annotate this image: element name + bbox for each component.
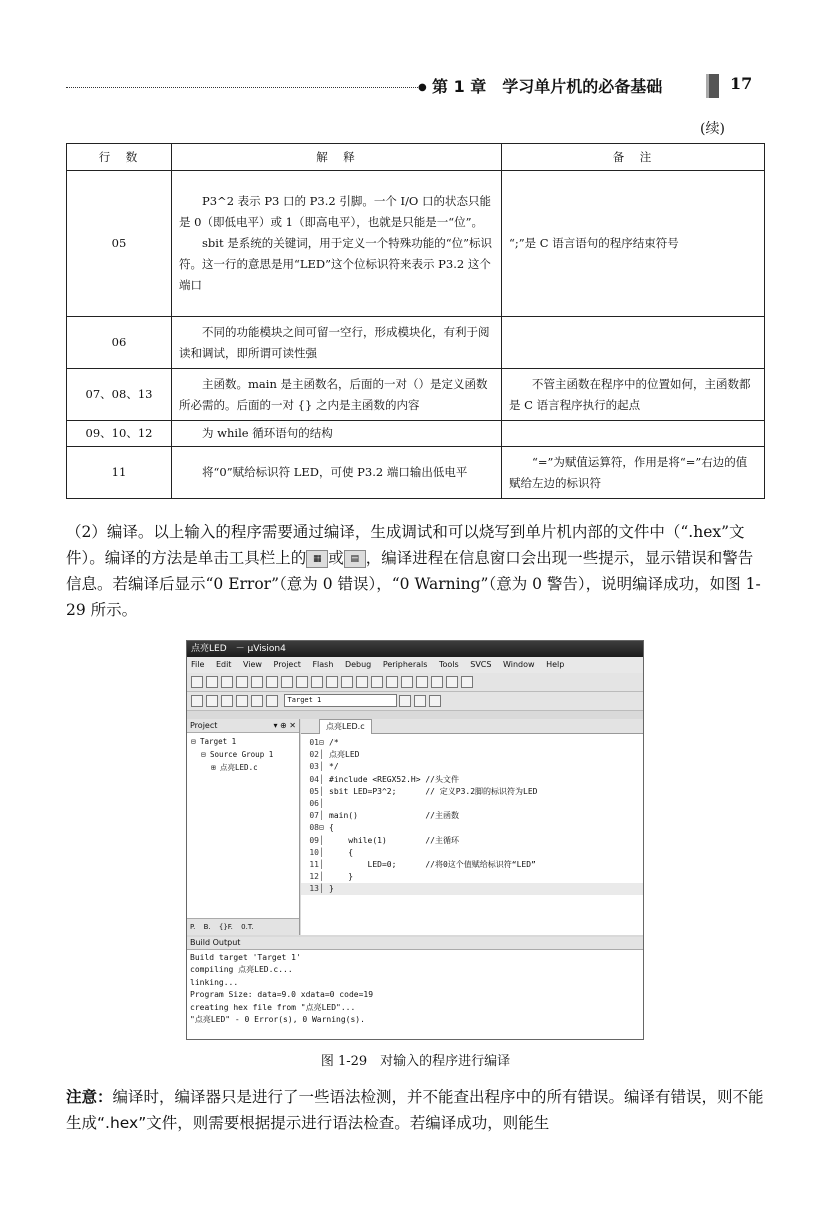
tab-books[interactable]: B.: [203, 923, 211, 931]
build-icon[interactable]: [206, 695, 218, 707]
code-area[interactable]: [301, 734, 643, 895]
cut-icon[interactable]: [251, 676, 263, 688]
uncomment-icon[interactable]: [446, 676, 458, 688]
code-text: {: [329, 823, 334, 833]
line-number: 05: [309, 786, 319, 796]
code-line[interactable]: [301, 761, 643, 773]
menu-project[interactable]: Project: [273, 660, 301, 669]
code-line[interactable]: [301, 737, 643, 749]
header-bullet-icon: ●: [418, 82, 427, 93]
line-number: 08: [309, 823, 319, 833]
tab-project[interactable]: P.: [190, 923, 196, 931]
redo-icon[interactable]: [311, 676, 323, 688]
target-select[interactable]: Target 1: [284, 694, 397, 707]
code-text: sbit LED=P3^2; // 定义P3.2脚的标识符为LED: [329, 786, 538, 796]
menu-help[interactable]: Help: [546, 660, 565, 669]
compile-toolbar-icon: ▦: [306, 550, 328, 568]
code-text: }: [329, 872, 354, 882]
fold-marker: │: [319, 750, 324, 760]
bookmark-next-icon[interactable]: [386, 676, 398, 688]
line-number: 01: [309, 738, 319, 747]
explain-text: sbit 是系统的关键词，用于定义一个特殊功能的“位”标识符。这一行的意思是用“LED”这个位标识符来表示 P3.2 这个端口: [179, 236, 492, 292]
line-number: 09: [309, 835, 319, 845]
table-row: [67, 369, 765, 421]
table-row: [67, 447, 765, 499]
tree-item-source-group[interactable]: ⊟ Source Group 1: [201, 750, 274, 759]
menu-tools[interactable]: Tools: [438, 660, 459, 669]
comment-icon[interactable]: [431, 676, 443, 688]
cell-line: 07、08、13: [67, 369, 172, 421]
tree-item-target[interactable]: ⊟ Target 1: [191, 737, 237, 746]
para-text: （2）编译。以上输入的程序需要通过编译，生成调试和可以烧写到单片机内部的文件中（“.hex”文件）。编译的方法是单击工具栏上的: [66, 523, 745, 567]
explanation-table: [66, 143, 765, 499]
code-line[interactable]: [301, 810, 643, 822]
para-text: 或: [328, 549, 344, 567]
editor-tab-file[interactable]: 点亮LED.c: [319, 719, 372, 734]
build-output-line: Program Size: data=9.0 xdata=0 code=19: [190, 990, 374, 1000]
code-editor[interactable]: [301, 719, 643, 935]
build-output-header: Build Output: [187, 937, 643, 950]
line-number: 03: [309, 762, 319, 772]
explain-text: 主函数。main 是主函数名，后面的一对（）是定义函数所必需的。后面的一对 {} 之内是主函数的内容: [179, 376, 488, 412]
cell-line: 11: [67, 447, 172, 499]
project-tree: [187, 733, 299, 776]
menu-debug[interactable]: Debug: [344, 660, 372, 669]
explain-text: P3^2 表示 P3 口的 P3.2 引脚。一个 I/O 口的状态只能是 0（即低电平）或 1（即高电平），也就是只能是一“位”。: [179, 194, 492, 229]
code-line[interactable]: [301, 749, 643, 761]
tree-item-file[interactable]: ⊞ 点亮LED.c: [211, 763, 258, 772]
cell-explain: [172, 317, 502, 369]
col-header-explain: 解 释: [172, 144, 502, 171]
code-text: #include <REGX52.H> //头文件: [329, 774, 459, 784]
fold-marker: │: [319, 811, 324, 821]
project-panel-title: Project: [190, 721, 218, 730]
compile-paragraph: [66, 519, 766, 623]
cell-note: [502, 317, 765, 369]
code-text: }: [329, 884, 334, 894]
editor-tab-bar: [301, 719, 643, 734]
line-number: 12: [309, 872, 319, 882]
fold-marker: │: [319, 762, 324, 772]
header-separator: [706, 74, 719, 98]
code-text: 点亮LED: [329, 750, 360, 760]
cell-line: 06: [67, 317, 172, 369]
cell-explain: [172, 421, 502, 447]
menu-flash[interactable]: Flash: [312, 660, 334, 669]
toolbar-standard: [187, 673, 643, 692]
build-output-text: [187, 950, 643, 1028]
header-dotted-rule: [66, 87, 422, 88]
project-tabs: [187, 918, 299, 935]
fold-marker: │: [319, 774, 324, 784]
code-line[interactable]: [301, 835, 643, 847]
build-toolbar-icon: ▤: [344, 550, 366, 568]
code-line[interactable]: [301, 774, 643, 786]
code-line[interactable]: [301, 883, 643, 895]
menu-svcs[interactable]: SVCS: [470, 660, 492, 669]
menu-edit[interactable]: Edit: [215, 660, 232, 669]
line-number: 02: [309, 750, 319, 760]
code-text: /*: [329, 738, 339, 747]
build-output-line: linking...: [190, 977, 239, 987]
code-line[interactable]: [301, 798, 643, 810]
manage-project-icon[interactable]: [414, 695, 426, 707]
forward-icon[interactable]: [341, 676, 353, 688]
batch-build-icon[interactable]: [236, 695, 248, 707]
code-line[interactable]: [301, 786, 643, 798]
bookmark-prev-icon[interactable]: [371, 676, 383, 688]
para-text: ，编译进程在信息窗口会出现一些提示，显示错误和警告信息。若编译后显示“0 Error”（意为 0 错误），“0 Warning”（意为 0 警告），说明编译成功，如图 1-29 所示。: [66, 549, 761, 619]
cell-note: “;”是 C 语言语句的程序结束符号: [502, 171, 765, 317]
panel-close-icon[interactable]: ▾ ⊕ ✕: [273, 721, 296, 730]
page-number: 17: [730, 74, 753, 93]
cell-note: [502, 421, 765, 447]
code-text: */: [329, 762, 339, 772]
bookmark-icon[interactable]: [356, 676, 368, 688]
fold-marker: ⊟: [319, 823, 324, 833]
explain-text: 为 while 循环语句的结构: [202, 426, 333, 440]
col-header-line: 行 数: [67, 144, 172, 171]
project-panel-header: [187, 719, 299, 733]
cell-line: 05: [67, 171, 172, 317]
menu-peripherals[interactable]: Peripherals: [382, 660, 428, 669]
open-file-icon[interactable]: [206, 676, 218, 688]
copy-project-icon[interactable]: [429, 695, 441, 707]
line-number: 10: [309, 847, 319, 857]
menu-view[interactable]: View: [242, 660, 262, 669]
cell-note: 不管主函数在程序中的位置如何，主函数都是 C 语言程序执行的起点: [502, 369, 765, 421]
build-output-line: creating hex file from "点亮LED"...: [190, 1002, 356, 1012]
code-text: main() //主函数: [329, 811, 459, 821]
menu-file[interactable]: File: [191, 660, 205, 669]
note-text: 编译时，编译器只是进行了一些语法检测，并不能查出程序中的所有错误。编译有错误，则不能生成“.hex”文件，则需要根据提示进行语法检查。若编译成功，则能生: [66, 1088, 764, 1132]
cell-explain: [172, 171, 502, 317]
window-title: 点亮LED － μVision4: [187, 641, 643, 657]
fold-marker: │: [319, 872, 324, 882]
paste-icon[interactable]: [281, 676, 293, 688]
indent-icon[interactable]: [401, 676, 413, 688]
fold-marker: ⊟: [319, 738, 324, 747]
col-header-note: 备 注: [502, 144, 765, 171]
fold-marker: │: [319, 786, 324, 796]
table-row: [67, 317, 765, 369]
cell-line: 09、10、12: [67, 421, 172, 447]
line-number: 04: [309, 774, 319, 784]
table-continued-label: (续): [700, 121, 725, 137]
target-options-icon[interactable]: [399, 695, 411, 707]
project-panel: [187, 719, 300, 935]
explain-text: 不同的功能模块之间可留一空行，形成模块化，有利于阅读和调试，即所谓可读性强: [179, 324, 490, 360]
explain-text: 将“0”赋给标识符 LED，可使 P3.2 端口输出低电平: [202, 465, 468, 479]
copy-icon[interactable]: [266, 676, 278, 688]
line-number: 07: [309, 811, 319, 821]
toolbar-build: [187, 692, 643, 711]
code-line[interactable]: [301, 871, 643, 883]
fold-marker: │: [319, 859, 324, 869]
chapter-title: 第 1 章 学习单片机的必备基础: [432, 77, 663, 96]
cell-note: “=”为赋值运算符，作用是将“=”右边的值赋给左边的标识符: [502, 447, 765, 499]
build-output-line: Build target 'Target 1': [190, 953, 301, 962]
line-number: 11: [309, 859, 319, 869]
cell-explain: [172, 447, 502, 499]
fold-marker: │: [319, 798, 324, 808]
tab-templates[interactable]: 0.T.: [241, 923, 254, 931]
save-all-icon[interactable]: [236, 676, 248, 688]
build-output-line: "点亮LED" - 0 Error(s), 0 Warning(s).: [190, 1015, 365, 1025]
cell-explain: [172, 369, 502, 421]
tab-functions[interactable]: {}F.: [218, 923, 233, 931]
uvision-screenshot: [186, 640, 644, 1040]
table-row: [67, 171, 765, 317]
download-icon[interactable]: [266, 695, 278, 707]
line-number: 06: [309, 798, 319, 808]
code-text: while(1) //主循环: [329, 835, 459, 845]
code-text: {: [329, 847, 354, 857]
menu-window[interactable]: Window: [503, 660, 535, 669]
code-line[interactable]: [301, 847, 643, 859]
back-icon[interactable]: [326, 676, 338, 688]
fold-marker: │: [319, 847, 324, 857]
note-label: 注意：: [66, 1088, 113, 1106]
stop-build-icon[interactable]: [251, 695, 263, 707]
build-output-line: compiling 点亮LED.c...: [190, 965, 293, 975]
code-line[interactable]: [301, 859, 643, 871]
note-paragraph: [66, 1084, 766, 1136]
line-number: 13: [309, 884, 319, 894]
page-header: [66, 70, 766, 104]
menu-bar: [187, 657, 643, 673]
build-output-panel: [187, 937, 643, 1039]
fold-marker: │: [319, 835, 324, 845]
fold-marker: │: [319, 884, 324, 894]
save-icon[interactable]: [221, 676, 233, 688]
compile-icon[interactable]: [191, 695, 203, 707]
unindent-icon[interactable]: [416, 676, 428, 688]
undo-icon[interactable]: [296, 676, 308, 688]
code-text: LED=0; //将0这个值赋给标识符“LED”: [329, 859, 536, 869]
figure-caption: 图 1-29 对输入的程序进行编译: [320, 1054, 511, 1069]
code-line[interactable]: [301, 822, 643, 834]
find-icon[interactable]: [461, 676, 473, 688]
table-row: [67, 421, 765, 447]
new-file-icon[interactable]: [191, 676, 203, 688]
rebuild-icon[interactable]: [221, 695, 233, 707]
